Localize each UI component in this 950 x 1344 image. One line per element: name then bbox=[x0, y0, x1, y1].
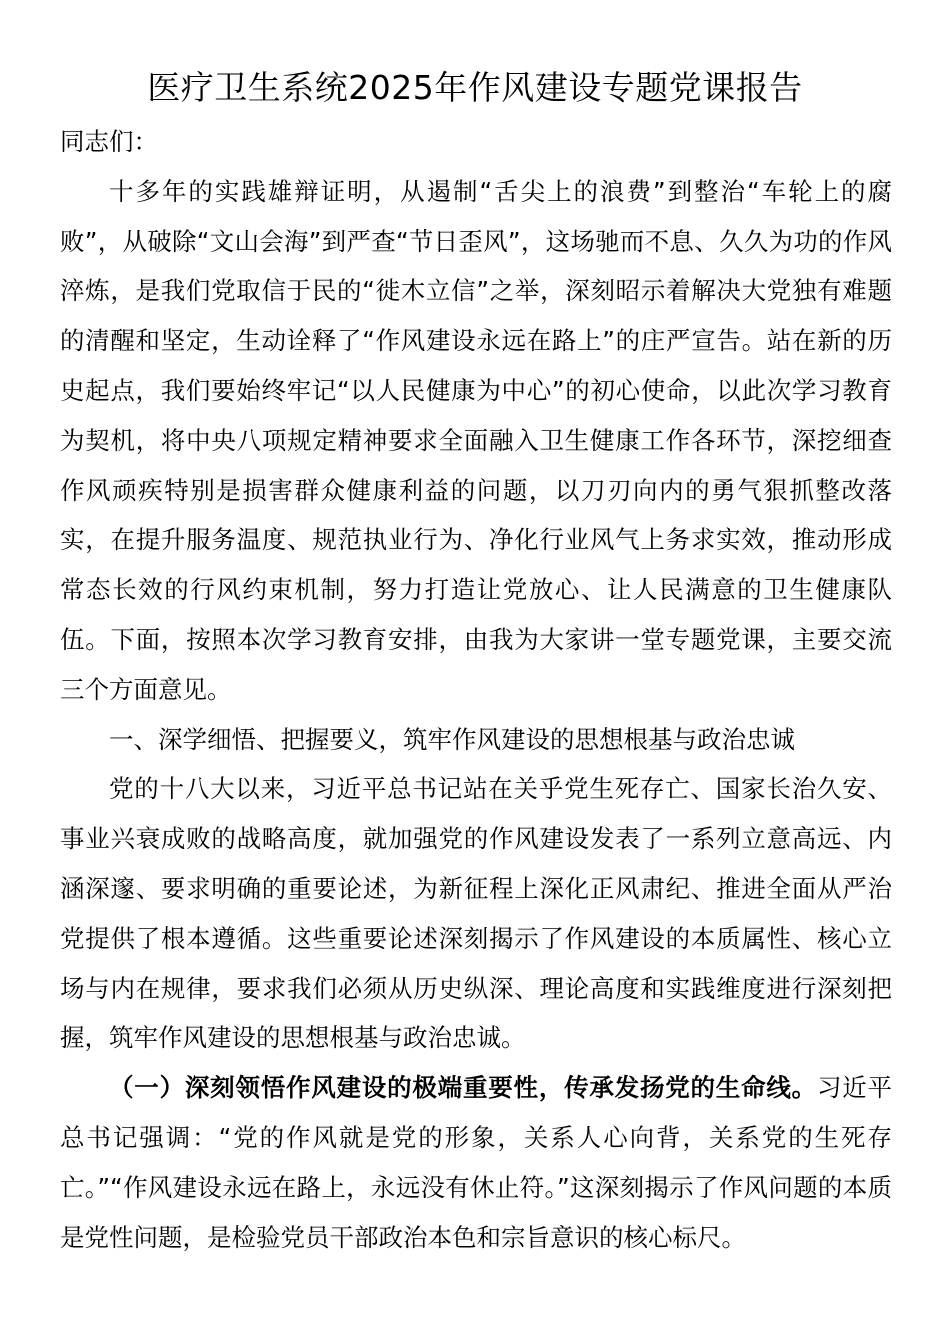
section-heading-1: 一、深学细悟、把握要义，筑牢作风建设的思想根基与政治忠诚 bbox=[109, 724, 795, 754]
paragraph-intro: 十多年的实践雄辩证明，从遏制“舌尖上的浪费”到整治“车轮上的腐败”，从破除“文山会海”到严查“节日歪风”，这场驰而不息、久久为功的作风淬炼，是我们党取信于民的“徙木立信”之举，深刻昭示着解决大党独有难题的清醒和坚定，生动诠释了“作风建设永远在路上”的庄严宣告。站在新的历史起点，我们要始终牢记“以人民健康为中心”的初心使命，以此次学习教育为契机，将中央八项规定精神要求全面融入卫生健康工作各环节，深挖细查作风顽疾特别是损害群众健康利益的问题，以刀刃向内的勇气狠抓整改落实，在提升服务温度、规范执业行为、净化行业风气上务求实效，推动形成常态长效的行风约束机制，努力打造让党放心、让人民满意的卫生健康队伍。下面，按照本次学习教育安排，由我为大家讲一堂专题党课，主要交流三个方面意见。 bbox=[60, 176, 892, 704]
salutation: 同志们： bbox=[60, 127, 158, 156]
subsection-text-1: 习近平总书记强调：“党的作风就是党的形象，关系人心向背，关系党的生死存亡。”“作风建设永远在路上，永远没有休止符。”这深刻揭示了作风问题的本质是党性问题，是检验党员干部政治本色和宗旨意识的核心标尺。 bbox=[60, 1073, 893, 1252]
paragraph-section-1: 党的十八大以来，习近平总书记站在关乎党生死存亡、国家长治久安、事业兴衰成败的战略高度，就加强党的作风建设发表了一系列立意高远、内涵深邃、要求明确的重要论述，为新征程上深化正风肃纪、推进全面从严治党提供了根本遵循。这些重要论述深刻揭示了作风建设的本质属性、核心立场与内在规律，要求我们必须从历史纵深、理论高度和实践维度进行深刻把握，筑牢作风建设的思想根基与政治忠诚。 bbox=[60, 774, 892, 1053]
paragraph-subsection-1 bbox=[60, 1063, 892, 1262]
document-body bbox=[60, 117, 892, 1262]
document-title: 医疗卫生系统2025年作风建设专题党课报告 bbox=[147, 68, 803, 107]
subsection-heading-1: （一）深刻领悟作风建设的极端重要性，传承发扬党的生命线。 bbox=[109, 1073, 817, 1103]
